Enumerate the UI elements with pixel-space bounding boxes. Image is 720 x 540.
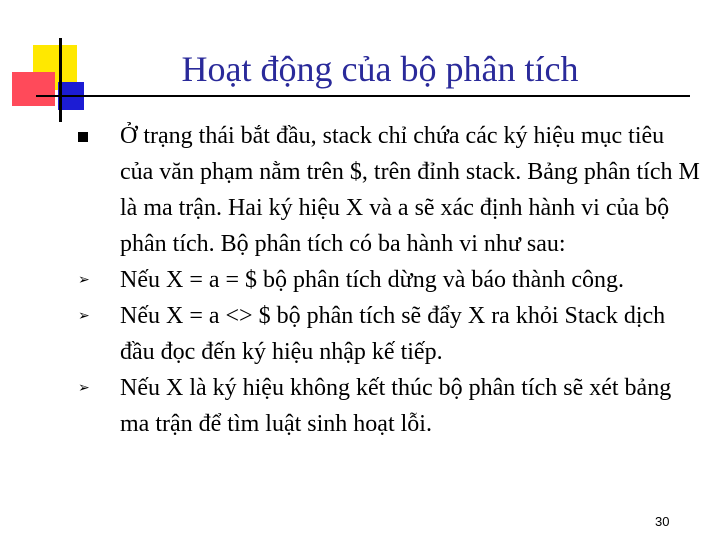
list-item (70, 262, 710, 298)
list-item (70, 118, 710, 262)
list-item-text: Nếu X = a = $ bộ phân tích dừng và báo thành công. (120, 267, 624, 293)
slide-title: Hoạt động của bộ phân tích (181, 49, 579, 89)
list-item-text: Nếu X = a <> $ bộ phân tích sẽ đẩy X ra khỏi Stack dịch đầu đọc đến ký hiệu nhập kế tiếp. (120, 303, 666, 365)
slide-content (70, 118, 710, 442)
title-underline (36, 95, 690, 97)
list-item (70, 370, 710, 442)
page-number: 30 (655, 514, 670, 529)
arrow-bullet-icon: ➢ (78, 308, 90, 324)
arrow-bullet-icon: ➢ (78, 272, 90, 288)
arrow-bullet-icon: ➢ (78, 380, 90, 396)
square-bullet-icon (70, 118, 120, 154)
list-item (70, 298, 710, 370)
list-item-text: Ở trạng thái bắt đầu, stack chỉ chứa các ký hiệu mục tiêu của văn phạm nằm trên $, trên đỉnh stack. Bảng phân tích M là ma trận. Hai ký hiệu X và a sẽ xác định hành vi của bộ phân tích. Bộ phân tích có ba hành vi như sau: (120, 123, 700, 257)
list-item-text: Nếu X là ký hiệu không kết thúc bộ phân tích sẽ xét bảng ma trận để tìm luật sinh hoạt lỗi. (120, 375, 672, 437)
